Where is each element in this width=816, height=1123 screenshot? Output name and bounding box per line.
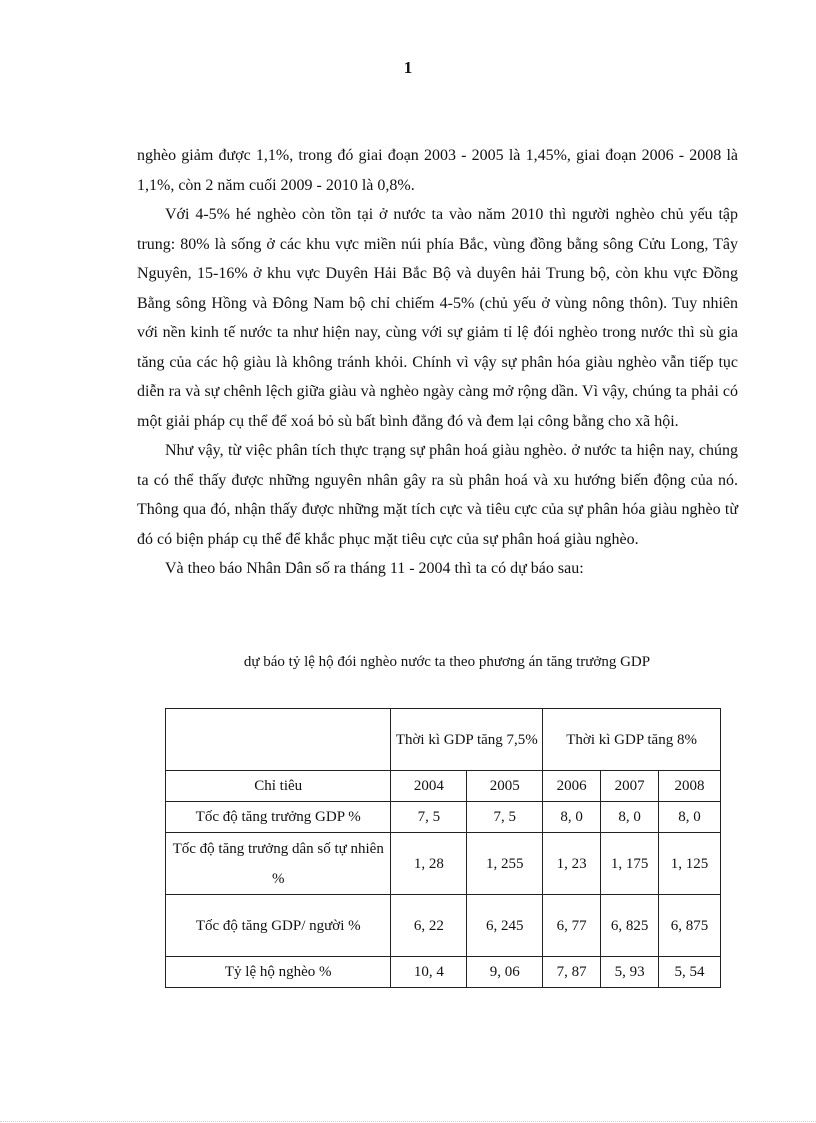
gdp-poverty-table	[165, 708, 721, 988]
table-cell: 7, 5	[391, 802, 467, 833]
row-label: Tỷ lệ hộ nghèo %	[166, 957, 391, 988]
table-row	[166, 709, 721, 771]
page-number: 1	[403, 58, 413, 77]
column-header: Chỉ tiêu	[166, 771, 391, 802]
table-cell: 1, 23	[543, 833, 601, 895]
paragraph-3: Như vậy, từ việc phân tích thực trạng sự phân hoá giàu nghèo. ở nước ta hiện nay, chúng ta có thể thấy được những nguyên nhân gây ra sù phân hoá và xu hướng biến động của nó. Thông qua đó, nhận thấy được những mặt tích cực và tiêu cực của sự phân hóa giàu nghèo từ đó có biện pháp cụ thể để khắc phục mặt tiêu cực của sự phân hoá giàu nghèo.	[137, 442, 738, 548]
row-label: Tốc độ tăng trưởng dân số tự nhiên %	[166, 833, 391, 895]
table-cell: 1, 28	[391, 833, 467, 895]
table-cell: 1, 255	[467, 833, 543, 895]
table-cell: 8, 0	[659, 802, 721, 833]
row-label: Tốc độ tăng GDP/ người %	[166, 895, 391, 957]
table-cell: 6, 77	[543, 895, 601, 957]
table-cell: 6, 22	[391, 895, 467, 957]
table-row	[166, 771, 721, 802]
table-cell: 5, 93	[601, 957, 659, 988]
table-cell: 1, 175	[601, 833, 659, 895]
table-cell: 1, 125	[659, 833, 721, 895]
year-cell: 2006	[543, 771, 601, 802]
table-cell: 6, 875	[659, 895, 721, 957]
table-cell: 8, 0	[601, 802, 659, 833]
row-label: Tốc độ tăng trưởng GDP %	[166, 802, 391, 833]
table-cell: 10, 4	[391, 957, 467, 988]
table-cell: 8, 0	[543, 802, 601, 833]
table-row	[166, 802, 721, 833]
table-cell: 7, 87	[543, 957, 601, 988]
paragraph-1: nghèo giảm được 1,1%, trong đó giai đoạn 2003 - 2005 là 1,45%, giai đoạn 2006 - 2008 là 1,1%, còn 2 năm cuối 2009 - 2010 là 0,8%.	[137, 147, 738, 194]
year-cell: 2005	[467, 771, 543, 802]
table-row	[166, 957, 721, 988]
paragraph-2: Với 4-5% hé nghèo còn tồn tại ở nước ta vào năm 2010 thì người nghèo chủ yếu tập trung: 80% là sống ở các khu vực miền núi phía Bắc, vùng đồng bằng sông Cửu Long, Tây Nguyên, 15-16% ở khu vực Duyên Hải Bắc Bộ và duyên hải Trung bộ, còn khu vực Đồng Bằng sông Hồng và Đông Nam bộ chỉ chiếm 4-5% (chủ yếu ở vùng nông thôn). Tuy nhiên với nền kinh tế nước ta như hiện nay, cùng với sự giảm tỉ lệ đói nghèo trong nước thì sù gia tăng của các hộ giàu là không tránh khỏi. Chính vì vậy sự phân hóa giàu nghèo vẫn tiếp tục diễn ra và sự chênh lệch giữa giàu và nghèo ngày càng mở rộng dần. Vì vậy, chúng ta phải có một giải pháp cụ thể để xoá bỏ sù bất bình đẳng đó và đem lại công bằng cho xã hội.	[137, 206, 738, 430]
period-header-8: Thời kì GDP tăng 8%	[543, 709, 721, 771]
period-header-75: Thời kì GDP tăng 7,5%	[391, 709, 543, 771]
table-cell: 5, 54	[659, 957, 721, 988]
table-row	[166, 895, 721, 957]
page-edge-divider	[0, 1121, 816, 1122]
table-row	[166, 833, 721, 895]
year-cell: 2004	[391, 771, 467, 802]
table-cell: 6, 825	[601, 895, 659, 957]
year-cell: 2008	[659, 771, 721, 802]
table-caption: dự báo tỷ lệ hộ đói nghèo nước ta theo phương án tăng trưởng GDP	[243, 654, 651, 670]
table-cell: 9, 06	[467, 957, 543, 988]
year-cell: 2007	[601, 771, 659, 802]
table-cell: 6, 245	[467, 895, 543, 957]
table-cell: 7, 5	[467, 802, 543, 833]
body-text	[137, 141, 738, 584]
empty-header-cell	[166, 709, 391, 771]
paragraph-4: Và theo báo Nhân Dân số ra tháng 11 - 2004 thì ta có dự báo sau:	[165, 560, 584, 577]
